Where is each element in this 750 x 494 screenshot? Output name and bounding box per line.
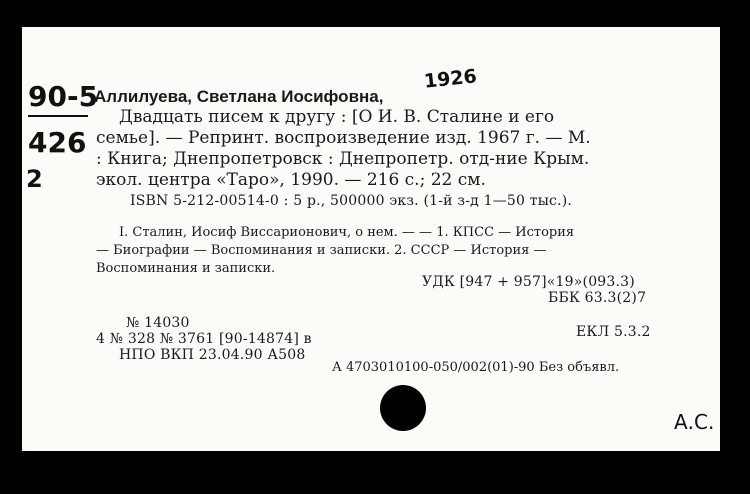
handwritten-shelf-number: 90-5 <box>28 80 99 113</box>
card-number: № 14030 <box>126 315 190 331</box>
npo-info: НПО ВКП 23.04.90 А508 <box>119 347 306 363</box>
catalog-card <box>22 27 720 451</box>
subject-line: I. Сталин, Иосиф Виссарионович, о нем. — — 1. КПСС — История <box>119 225 575 240</box>
shelf-number-divider <box>28 115 88 117</box>
handwritten-copy-number: 2 <box>26 165 43 193</box>
handwritten-initials: А.С. <box>674 410 715 434</box>
title-line: : Книга; Днепропетровск : Днепропетр. отд-ние Крым. <box>96 149 590 169</box>
print-info: 4 № 328 № 3761 [90-14874] в <box>96 331 312 347</box>
udk-code: УДК [947 + 957]«19»(093.3) <box>422 274 635 290</box>
punch-hole <box>380 385 426 431</box>
handwritten-year: 1926 <box>422 65 478 93</box>
isbn-line: ISBN 5-212-00514-0 : 5 р., 500000 экз. (1-й з-д 1—50 тыс.). <box>130 193 573 209</box>
author-heading: Аллилуева, Светлана Иосифовна, <box>94 87 384 106</box>
subject-line: — Биографии — Воспоминания и записки. 2. СССР — История — <box>96 243 547 258</box>
subject-line: Воспоминания и записки. <box>96 261 276 276</box>
handwritten-inventory-number: 426 <box>28 126 87 159</box>
bbk-code: ББК 63.3(2)7 <box>548 290 647 306</box>
title-line: Двадцать писем к другу : [О И. В. Сталине и его <box>119 107 555 127</box>
ekl-code: ЕКЛ 5.3.2 <box>576 324 651 340</box>
catalog-code: А 4703010100-050/002(01)-90 Без объявл. <box>332 360 620 375</box>
title-line: семье]. — Репринт. воспроизведение изд. 1967 г. — М. <box>96 128 591 148</box>
title-line: экол. центра «Таро», 1990. — 216 с.; 22 см. <box>96 170 486 190</box>
